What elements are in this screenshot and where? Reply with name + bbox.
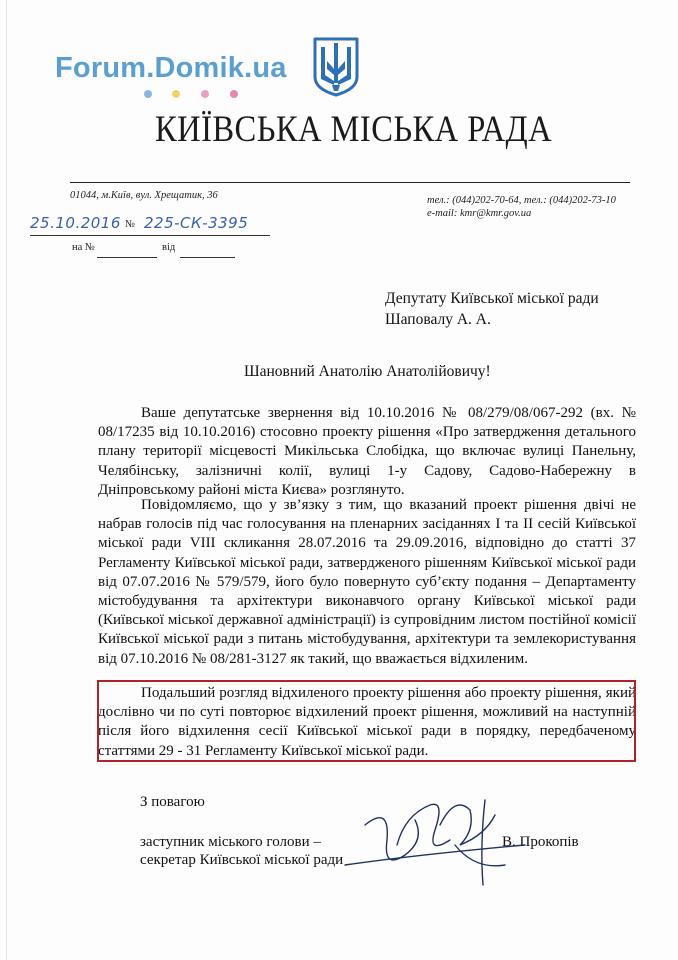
paragraph-2-text: Повідомляємо, що у зв’язку з тим, що вказаний проект рішення двічі не набрав голосів під час голосування на пленарних засіданнях I та II сесій Київської міської ради VIII скликання 28.07.2016 та 29.09.2016, відповідно до статті 37 Регламенту Київської міської ради, затвердженого рішенням Київської міської ради від 07.07.2016 № 579/579, його було повернуто суб’єкту подання – Департаменту містобудування та архітектури виконавчого органу Київської міської ради (Київської міської державної адміністрації) із супровідним листом постійної комісії Київської міської ради з питань містобудування, архітектури та землекористування від 07.10.2016 № 08/281-3127 як такий, що вважається відхиленим. xyxy=(98,497,636,667)
signer-position-2: секретар Київської міської ради xyxy=(140,852,344,868)
watermark-dot xyxy=(144,90,152,98)
na-blank xyxy=(97,256,157,258)
paragraph-3-text: Подальший розгляд відхиленого проекту рішення або проекту рішення, який дослівно чи по суті повторює відхилений проект рішення, можливий на наступній після його відхилення сесії Київської міської ради в порядку, передбаченому статтями 29 - 31 Регламенту Київської міської ради. xyxy=(98,685,636,759)
paragraph-1 xyxy=(98,404,636,500)
reg-underline xyxy=(30,234,270,236)
watermark-dot xyxy=(172,90,180,98)
council-address: 01044, м.Київ, вул. Хрещатик, 36 xyxy=(70,190,218,201)
handwritten-date: 25.10.2016 xyxy=(30,214,121,232)
council-email: e-mail: kmr@kmr.gov.ua xyxy=(427,208,532,219)
forum-watermark: Forum.Domik.ua xyxy=(55,52,287,84)
council-phones: тел.: (044)202-70-64, тел.: (044)202-73-10 xyxy=(427,195,616,206)
coat-of-arms-icon xyxy=(312,35,360,99)
regards: З повагою xyxy=(140,794,205,810)
recipient-line2: Шаповалу А. А. xyxy=(385,311,491,328)
greeting: Шановний Анатолію Анатолійовичу! xyxy=(244,363,491,380)
header-divider xyxy=(70,182,630,183)
scan-edge xyxy=(6,0,7,960)
signer-name: В. Прокопів xyxy=(502,834,579,850)
paragraph-2 xyxy=(98,496,636,669)
number-label: № xyxy=(125,219,136,230)
paragraph-1-text: Ваше депутатське звернення від 10.10.2016 № 08/279/08/067-292 (вх. № 08/17235 від 10.10.2016) стосовно проекту рішення «Про затвердження детального плану території місцевості Микільська Слобідка, що включає вулиці Панельну, Челябінську, залізничні колії, вулиці 1-у Садову, Садово-Набережну в Дніпровському районі міста Києва» розглянуто. xyxy=(98,405,636,498)
handwritten-number: 225-СК-3395 xyxy=(144,214,249,232)
watermark-dot xyxy=(230,90,238,98)
council-title: КИЇВСЬКА МІСЬКА РАДА xyxy=(155,109,553,150)
handwritten-signature xyxy=(335,785,535,895)
na-label: на № xyxy=(72,242,95,253)
recipient-line1: Депутату Київської міської ради xyxy=(385,290,599,307)
highlight-box xyxy=(97,680,636,762)
signer-position-1: заступник міського голови – xyxy=(140,834,321,850)
vid-blank xyxy=(180,256,235,258)
watermark-dot xyxy=(201,90,209,98)
vid-label: від xyxy=(162,242,176,253)
